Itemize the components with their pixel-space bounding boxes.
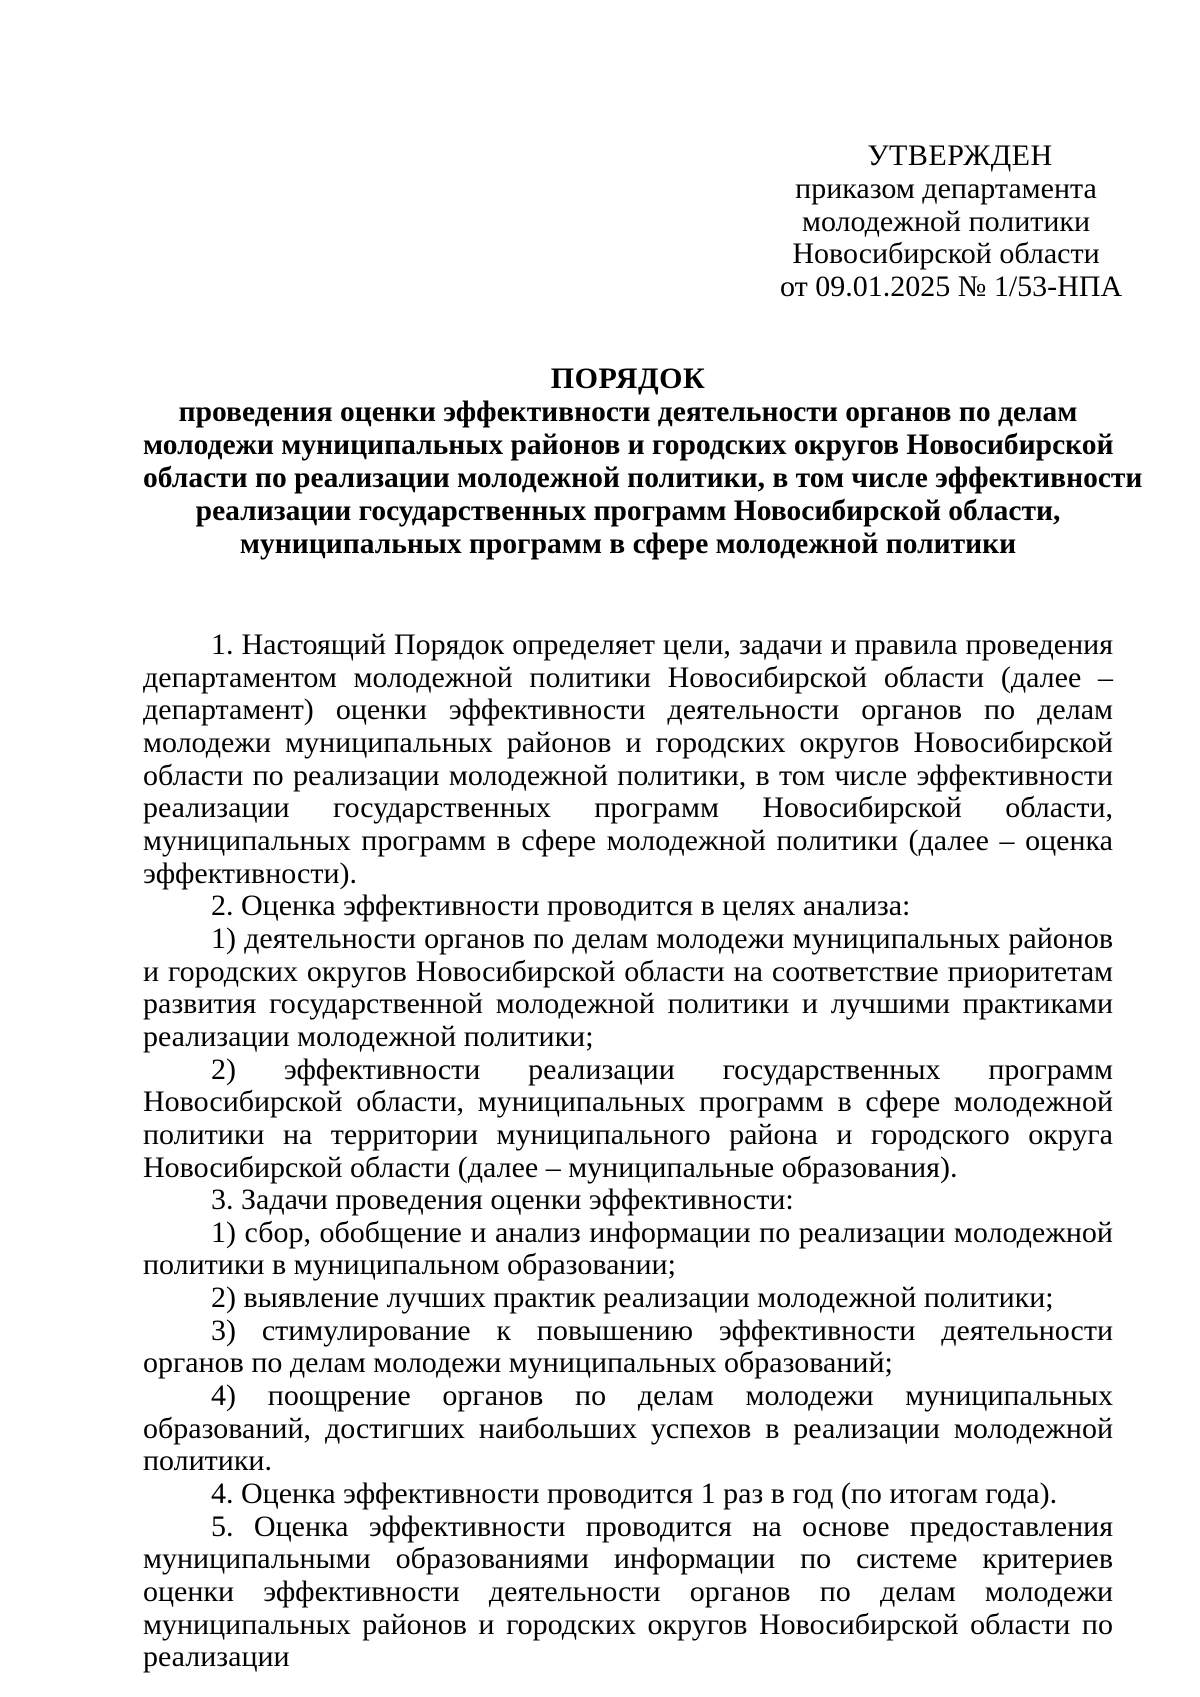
document-body	[143, 629, 1113, 1674]
paragraph-2-item-2: 2) эффективности реализации государственных программ Новосибирской области, муниципальных программ в сфере молодежной политики на территории муниципального района и городского округа Новосибирской области (далее – муниципальные образования).	[143, 1052, 1113, 1184]
approval-line: молодежной политики	[801, 204, 1091, 238]
document-title-block	[143, 362, 1143, 561]
paragraph-5: 5. Оценка эффективности проводится на основе предоставления муниципальными образованиями информации по системе критериев оценки эффективности деятельности органов по делам молодежи муниципальных районов и городских округов Новосибирской области по реализации	[143, 1509, 1113, 1674]
paragraph-2: 2. Оценка эффективности проводится в целях анализа:	[211, 889, 911, 923]
document-subtitle-line: реализации государственных программ Новосибирской области,	[195, 495, 1061, 527]
paragraph-3-item-1: 1) сбор, обобщение и анализ информации по реализации молодежной политики в муниципальном образовании;	[143, 1215, 1113, 1282]
paragraph-1: 1. Настоящий Порядок определяет цели, задачи и правила проведения департаментом молодежной политики Новосибирской области (далее – департамент) оценки эффективности деятельности органов по делам молодежи муниципальных районов и городских округов Новосибирской области по реализации молодежной политики, в том числе эффективности реализации государственных программ Новосибирской области, муниципальных программ в сфере молодежной политики (далее – оценка эффективности).	[143, 628, 1113, 890]
document-subtitle-line: муниципальных программ в сфере молодежной политики	[239, 528, 1017, 560]
approval-line: Новосибирской области	[792, 237, 1100, 271]
paragraph-3-item-3: 3) стимулирование к повышению эффективности деятельности органов по делам молодежи муниципальных образований;	[143, 1313, 1113, 1380]
paragraph-3-item-4: 4) поощрение органов по делам молодежи муниципальных образований, достигших наибольших успехов в реализации молодежной политики.	[143, 1379, 1113, 1478]
document-subtitle-line: проведения оценки эффективности деятельности органов по делам	[178, 396, 1078, 428]
document-subtitle-line: области по реализации молодежной политики, в том числе эффективности	[143, 462, 1143, 494]
document-title: ПОРЯДОК	[550, 362, 706, 395]
approval-stamp-block	[780, 139, 1123, 304]
paragraph-4: 4. Оценка эффективности проводится 1 раз в год (по итогам года).	[211, 1477, 1058, 1511]
paragraph-2-item-1: 1) деятельности органов по делам молодежи муниципальных районов и городских округов Новосибирской области на соответствие приоритетам развития государственной молодежной политики и лучшими практиками реализации молодежной политики;	[143, 921, 1113, 1053]
approval-line: приказом департамента	[795, 171, 1097, 205]
paragraph-3-item-2: 2) выявление лучших практик реализации молодежной политики;	[211, 1281, 1054, 1315]
paragraph-3: 3. Задачи проведения оценки эффективности:	[211, 1183, 794, 1217]
approval-date-number: от 09.01.2025 № 1/53-НПА	[780, 270, 1123, 304]
document-subtitle-line: молодежи муниципальных районов и городских округов Новосибирской	[143, 429, 1114, 461]
approval-heading: УТВЕРЖДЕН	[867, 139, 1053, 172]
